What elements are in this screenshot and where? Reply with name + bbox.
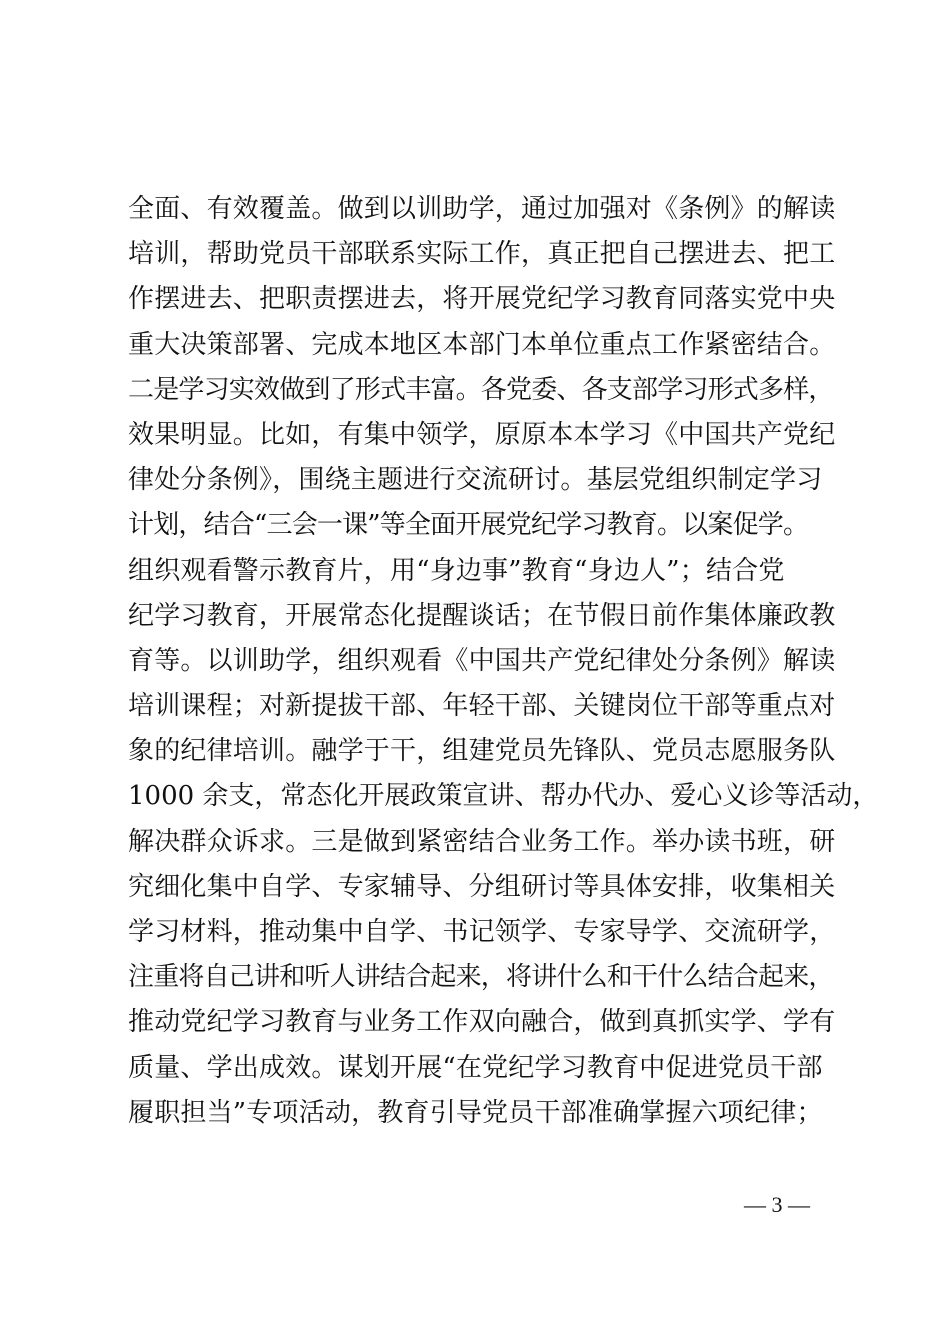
- text-line: 全面、有效覆盖。做到以训助学，通过加强对《条例》的解读: [128, 194, 836, 224]
- text-line: 纪学习教育，开展常态化提醒谈话；在节假日前作集体廉政教: [128, 600, 836, 631]
- text-line: 律处分条例》，围绕主题进行交流研讨。基层党组织制定学习: [128, 465, 823, 496]
- text-line: 学习材料，推动集中自学、书记领学、专家导学、交流研学，: [128, 917, 836, 947]
- body-text: [128, 187, 879, 1136]
- text-line: 推动党纪学习教育与业务工作双向融合，做到真抓实学、学有: [128, 1007, 836, 1038]
- text-line: 作摆进去、把职责摆进去，将开展党纪学习教育同落实党中央: [128, 284, 836, 315]
- text-line: 履职担当”专项活动，教育引导党员干部准确掌握六项纪律；: [128, 1097, 823, 1128]
- text-line: 组织观看警示教育片，用“身边事”教育“身边人”；结合党: [128, 555, 785, 586]
- text-line: 效果明显。比如，有集中领学，原原本本学习《中国共产党纪: [128, 419, 836, 450]
- page-number: — 3 —: [744, 1192, 810, 1217]
- text-line: 二是学习实效做到了形式丰富。各党委、各支部学习形式多样，: [128, 374, 834, 405]
- text-line: 1000 余支，常态化开展政策宣讲、帮办代办、爱心义诊等活动，: [128, 781, 879, 812]
- text-line: 培训，帮助党员干部联系实际工作，真正把自己摆进去、把工: [128, 239, 836, 270]
- text-line: 究细化集中自学、专家辅导、分组研讨等具体安排，收集相关: [128, 871, 836, 902]
- text-line: 育等。以训助学，组织观看《中国共产党纪律处分条例》解读: [128, 645, 836, 676]
- text-line: 象的纪律培训。融学于干，组建党员先锋队、党员志愿服务队: [128, 736, 836, 767]
- text-line: 重大决策部署、完成本地区本部门本单位重点工作紧密结合。: [128, 329, 836, 360]
- text-line: 培训课程；对新提拔干部、年轻干部、关键岗位干部等重点对: [128, 691, 836, 722]
- text-line: 计划，结合“三会一课”等全面开展党纪学习教育。以案促学。: [128, 510, 809, 541]
- text-line: 解决群众诉求。三是做到紧密结合业务工作。举办读书班，研: [128, 826, 836, 857]
- text-line: 质量、学出成效。谋划开展“在党纪学习教育中促进党员干部: [128, 1052, 823, 1083]
- text-line: 注重将自己讲和听人讲结合起来，将讲什么和干什么结合起来，: [128, 962, 834, 993]
